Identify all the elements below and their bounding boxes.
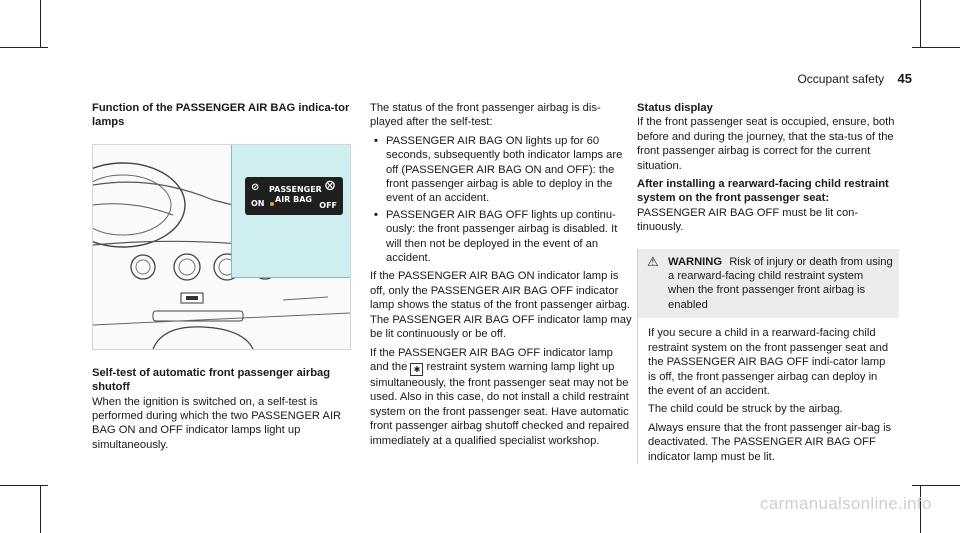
paragraph: The status of the front passenger airbag is dis-played after the self-test: — [370, 102, 601, 129]
text-run: restraint system warning lamp light up simultaneously, the front passenger seat may not be used. Also in this case, do not install a child restraint system on the front passenger seat. Have automatic front passenger airbag shutoff checked and repaired immediately at a qualified specialist workshop. — [370, 360, 630, 447]
section-heading: Status display — [637, 102, 713, 114]
restraint-system-warning-icon: ✱ — [410, 363, 423, 376]
column-1 — [92, 101, 354, 456]
inline-heading: After installing a rearward-facing child restraint system on the front passenger seat: — [637, 178, 889, 205]
crop-mark — [40, 0, 41, 48]
passenger-seat-icon: ⨂ — [325, 179, 335, 191]
indicator-dot — [270, 202, 274, 206]
warning-body — [638, 318, 899, 464]
paragraph: If you secure a child in a rearward-facing child restraint system on the front passenger seat and the PASSENGER AIR BAG OFF indi-cator lamp is off, the front passenger airbag can deploy in the event of an accident. — [648, 327, 889, 397]
crop-mark — [912, 47, 960, 48]
page-header — [797, 72, 912, 86]
indicator-on-label: ON — [251, 198, 265, 208]
status-list — [370, 134, 632, 266]
warning-triangle-icon: ⚠ — [647, 253, 659, 269]
warning-header — [638, 249, 899, 319]
crop-mark — [912, 485, 960, 486]
paragraph — [637, 177, 899, 235]
airbag-off-icon: ⊘ — [251, 181, 260, 193]
watermark: carmanualsonline.info — [760, 494, 932, 513]
paragraph: If the PASSENGER AIR BAG ON indicator lamp is off, only the PASSENGER AIR BAG OFF indicator lamp shows the status of the front passenger airbag. The PASSENGER AIR BAG OFF indicator lamp may be lit continuously or be off. — [370, 270, 632, 341]
crop-mark — [40, 485, 41, 533]
paragraph: If the front passenger seat is occupied, ensure, both before and during the journey, that the sta-tus of the front passenger airbag is correct for the current situation. — [637, 116, 895, 172]
indicator-off-label: OFF — [319, 200, 337, 210]
column-3 — [637, 101, 899, 468]
paragraph: Always ensure that the front passenger air-bag is deactivated. The PASSENGER AIR BAG OFF indicator lamp must be lit. — [648, 421, 892, 463]
warning-title: Risk of injury or death from using a rearward-facing child restraint system when the front passenger front airbag is enabled — [668, 255, 893, 311]
crop-mark — [0, 485, 48, 486]
warning-box — [637, 249, 899, 464]
indicator-label-line2: AIR BAG — [275, 194, 312, 204]
page-number: 45 — [897, 71, 912, 86]
text-run: PASSENGER AIR BAG OFF must be lit con-tinuously. — [637, 206, 859, 234]
subheading-self-test: Self-test of automatic front passenger airbag shutoff — [92, 366, 331, 394]
paragraph — [370, 346, 632, 448]
text-run: If the PASSENGER AIR BAG OFF indicator lamp and the — [370, 346, 613, 373]
paragraph: When the ignition is switched on, a self-test is performed during which the two PASSENGER AIR BAG ON and OFF indicator lamps light up simultaneously. — [92, 395, 342, 451]
section-title: Occupant safety — [797, 72, 885, 86]
paragraph: The child could be struck by the airbag. — [648, 403, 843, 416]
crop-mark — [0, 47, 48, 48]
crop-mark — [920, 0, 921, 48]
section-heading: Function of the PASSENGER AIR BAG indica-tor lamps — [92, 102, 350, 129]
column-2 — [370, 101, 632, 452]
list-item: • PASSENGER AIR BAG ON lights up for 60 seconds, subsequently both indicator lamps are off (PASSENGER AIR BAG ON and OFF): the front passenger airbag is able to deploy in the event of an accident. — [386, 134, 632, 206]
passenger-airbag-indicator — [245, 177, 343, 215]
list-item: • PASSENGER AIR BAG OFF lights up continu-ously: the front passenger airbag is disabled. It will then not be deployed in the event of an accident. — [386, 208, 632, 266]
dashboard-illustration — [92, 144, 351, 350]
indicator-label-line1: PASSENGER — [269, 184, 322, 194]
warning-label: WARNING — [668, 255, 723, 268]
